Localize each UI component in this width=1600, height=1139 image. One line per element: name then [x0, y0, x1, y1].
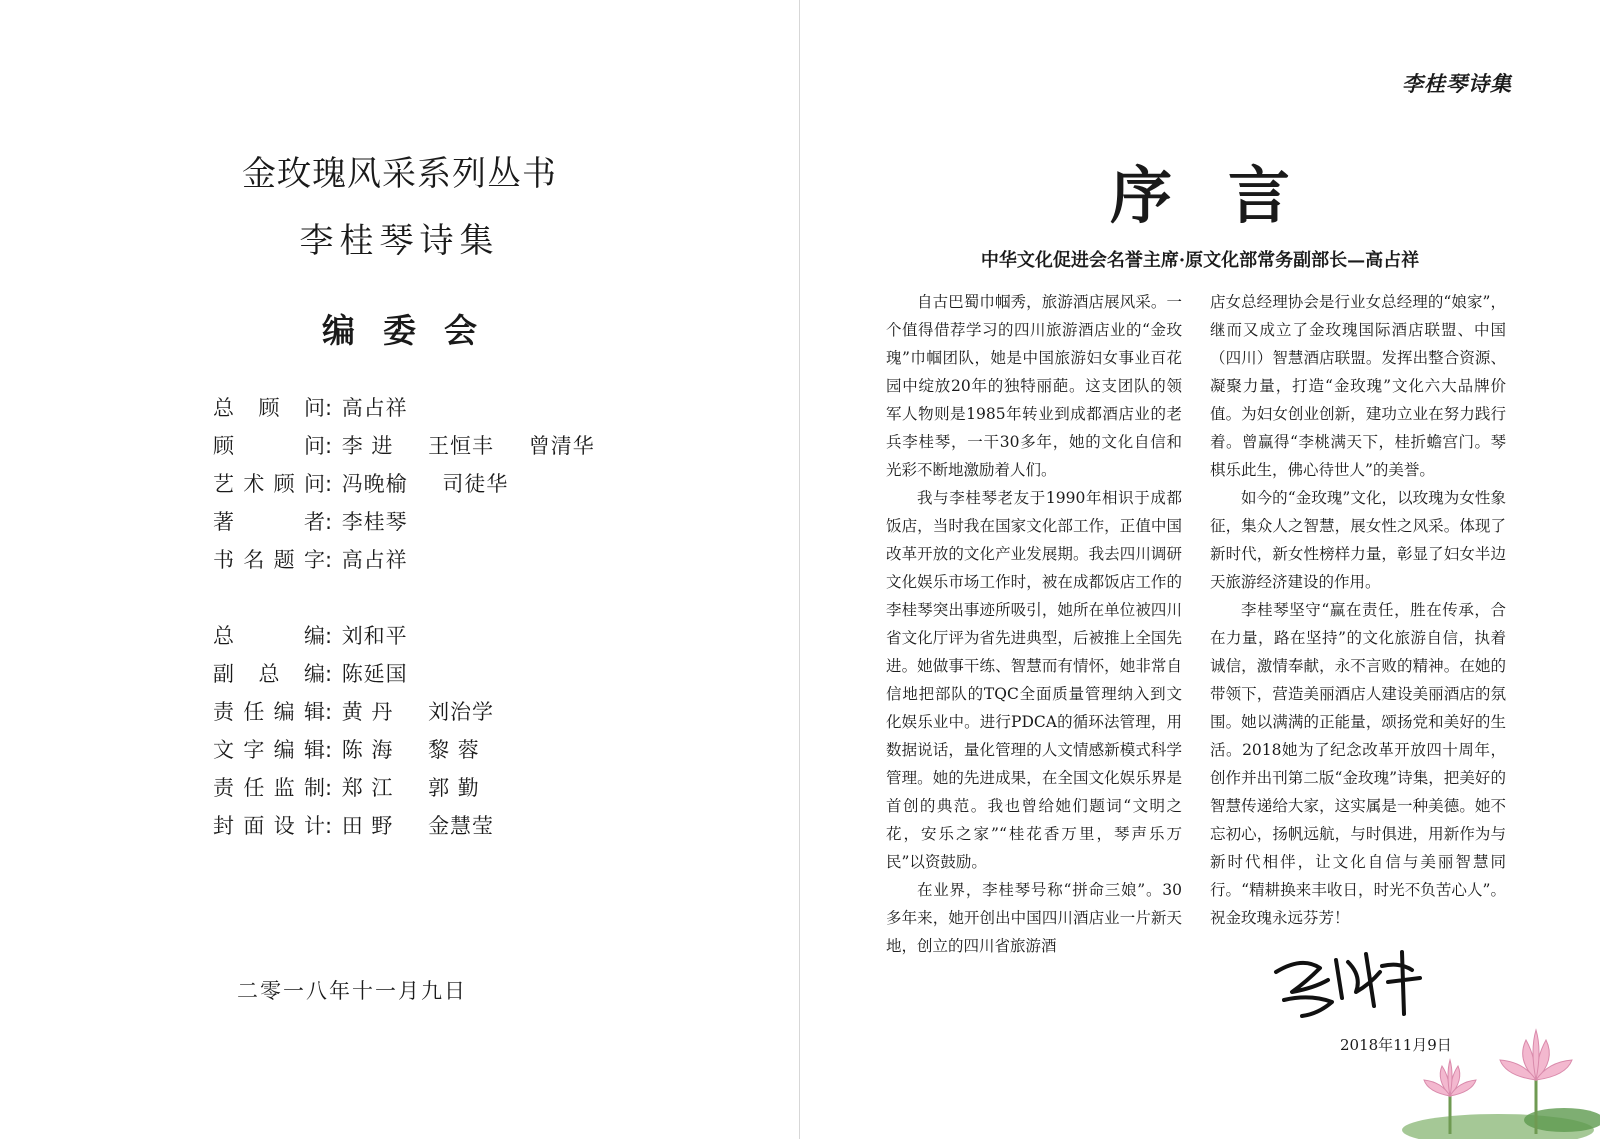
author-line: 中华文化促进会名誉主席·原文化部常务副部长—高占祥 [980, 250, 1420, 271]
credit-label: 责任编辑 [213, 700, 325, 724]
credit-name: 陈 海 [341, 738, 394, 762]
paragraph-continuation: 店女总经理协会是行业女总经理的“娘家”，继而又成立了金玫瑰国际酒店联盟、中国（四川）智慧酒店联盟。发挥出整合资源、凝聚力量，打造“金玫瑰”文化六大品牌价值。为妇女创业创新，建功立业在努力践行着。曾赢得“李桃满天下，桂折蟾宫门。琴棋乐此生，佛心待世人”的美誉。 [1210, 293, 1506, 479]
credit-name: 黄 丹 [341, 700, 394, 724]
credit-name: 郭 勤 [428, 776, 480, 800]
credit-label: 顾问 [213, 434, 325, 458]
credit-label: 副总编 [213, 662, 325, 686]
credit-label: 责任监制 [213, 776, 325, 800]
credit-label: 书名题字 [213, 548, 325, 572]
paragraph: 我与李桂琴老友于1990年相识于成都饭店，当时我在国家文化部工作，正值中国改革开放的文化产业发展期。我去四川调研文化娱乐市场工作时，被在成都饭店工作的李桂琴突出事迹所吸引，她所在单位被四川省文化厅评为省先进典型，后被推上全国先进。她做事干练、智慧而有情怀，她非常自信地把部队的TQC全面质量管理纳入到文化娱乐业中。进行PDCA的循环法管理，用数据说话，量化管理的人文情感新模式科学管理。她的先进成果，在全国文化娱乐界是首创的典范。我也曾给她们题词“文明之花，安乐之家”“桂花香万里，琴声乐万民”以资鼓励。 [886, 489, 1182, 871]
right-page [800, 0, 1600, 1139]
running-header: 李桂琴诗集 [1402, 71, 1512, 96]
paragraph: 自古巴蜀巾帼秀，旅游酒店展风采。一个值得借荐学习的四川旅游酒店业的“金玫瑰”巾帼团队，她是中国旅游妇女事业百花园中绽放20年的独特丽葩。这支团队的领军人物则是1985年转业到成都酒店业的老兵李桂琴，一干30多年，她的文化自信和光彩不断地激励着人们。 [886, 293, 1182, 479]
signature-date: 2018年11月9日 [1340, 1036, 1452, 1054]
credit-name: 高占祥 [341, 548, 408, 572]
credit-name: 黎 蓉 [428, 738, 480, 762]
credit-row: 艺术顾问: 冯晚榆 司徒华 [213, 469, 532, 499]
committee-title: 编委会 [322, 311, 505, 350]
credit-row: 责任编辑: 黄 丹 刘治学 [213, 697, 518, 727]
credit-name: 陈延国 [341, 662, 408, 686]
credit-row: 责任监制: 郑 江 郭 勤 [213, 773, 504, 803]
credit-row: 书名题字: 高占祥 [213, 545, 432, 575]
credit-row: 文字编辑: 陈 海 黎 蓉 [213, 735, 504, 765]
credit-name: 司徒华 [442, 472, 509, 496]
credit-label: 文字编辑 [213, 738, 325, 762]
credit-row: 顾问: 李 进 王恒丰 曾清华 [213, 431, 619, 461]
credit-name: 王恒丰 [428, 434, 495, 458]
paragraph: 在业界，李桂琴号称“拼命三娘”。30多年来，她开创出中国四川酒店业一片新天地，创立的四川省旅游酒 [886, 881, 1182, 955]
series-title: 金玫瑰风采系列丛书 [242, 154, 557, 194]
credit-label: 总编 [213, 624, 325, 648]
credit-row: 著者: 李桂琴 [213, 507, 432, 537]
credit-label: 封面设计 [213, 814, 325, 838]
credit-row: 副总编: 陈延国 [213, 659, 432, 689]
book-title: 李桂琴诗集 [299, 221, 500, 261]
credit-name: 刘和平 [341, 624, 408, 648]
credit-name: 刘治学 [428, 700, 495, 724]
credit-row: 总编: 刘和平 [213, 621, 432, 651]
handwritten-signature [1262, 942, 1432, 1022]
credit-row: 封面设计: 田 野 金慧莹 [213, 811, 518, 841]
credit-name: 高占祥 [341, 396, 408, 420]
paragraph: 李桂琴坚守“赢在责任，胜在传承，合在力量，路在坚持”的文化旅游自信，执着诚信，激情奉献，永不言败的精神。在她的带领下，营造美丽酒店人建设美丽酒店的氛围。她以满满的正能量，颂扬党和美好的生活。2018她为了纪念改革开放四十周年，创作并出刊第二版“金玫瑰”诗集，把美好的智慧传递给大家，这实属是一种美德。她不忘初心，扬帆远航，与时俱进，用新作为与新时代相伴，让文化自信与美丽智慧同行。“精耕换来丰收日，时光不负苦心人”。祝金玫瑰永远芬芳！ [1210, 601, 1506, 927]
credit-label: 艺术顾问 [213, 472, 325, 496]
credit-name: 曾清华 [528, 434, 595, 458]
text-column-1 [886, 288, 1182, 960]
credit-name: 金慧莹 [428, 814, 495, 838]
credit-name: 郑 江 [341, 776, 394, 800]
credit-row: 总顾问: 高占祥 [213, 393, 432, 423]
publication-date: 二零一八年十一月九日 [237, 979, 467, 1003]
credit-name: 李 进 [341, 434, 394, 458]
credit-label: 著者 [213, 510, 325, 534]
credit-name: 李桂琴 [341, 510, 408, 534]
credit-label: 总顾问 [213, 396, 325, 420]
credit-name: 冯晚榆 [341, 472, 408, 496]
text-column-2 [1210, 288, 1506, 932]
preface-title: 序言 [1109, 159, 1346, 232]
lotus-flower-icon [1388, 1022, 1600, 1139]
paragraph: 如今的“金玫瑰”文化，以玫瑰为女性象征，集众人之智慧，展女性之风采。体现了新时代，新女性榜样力量，彰显了妇女半边天旅游经济建设的作用。 [1210, 489, 1506, 591]
credit-name: 田 野 [341, 814, 394, 838]
